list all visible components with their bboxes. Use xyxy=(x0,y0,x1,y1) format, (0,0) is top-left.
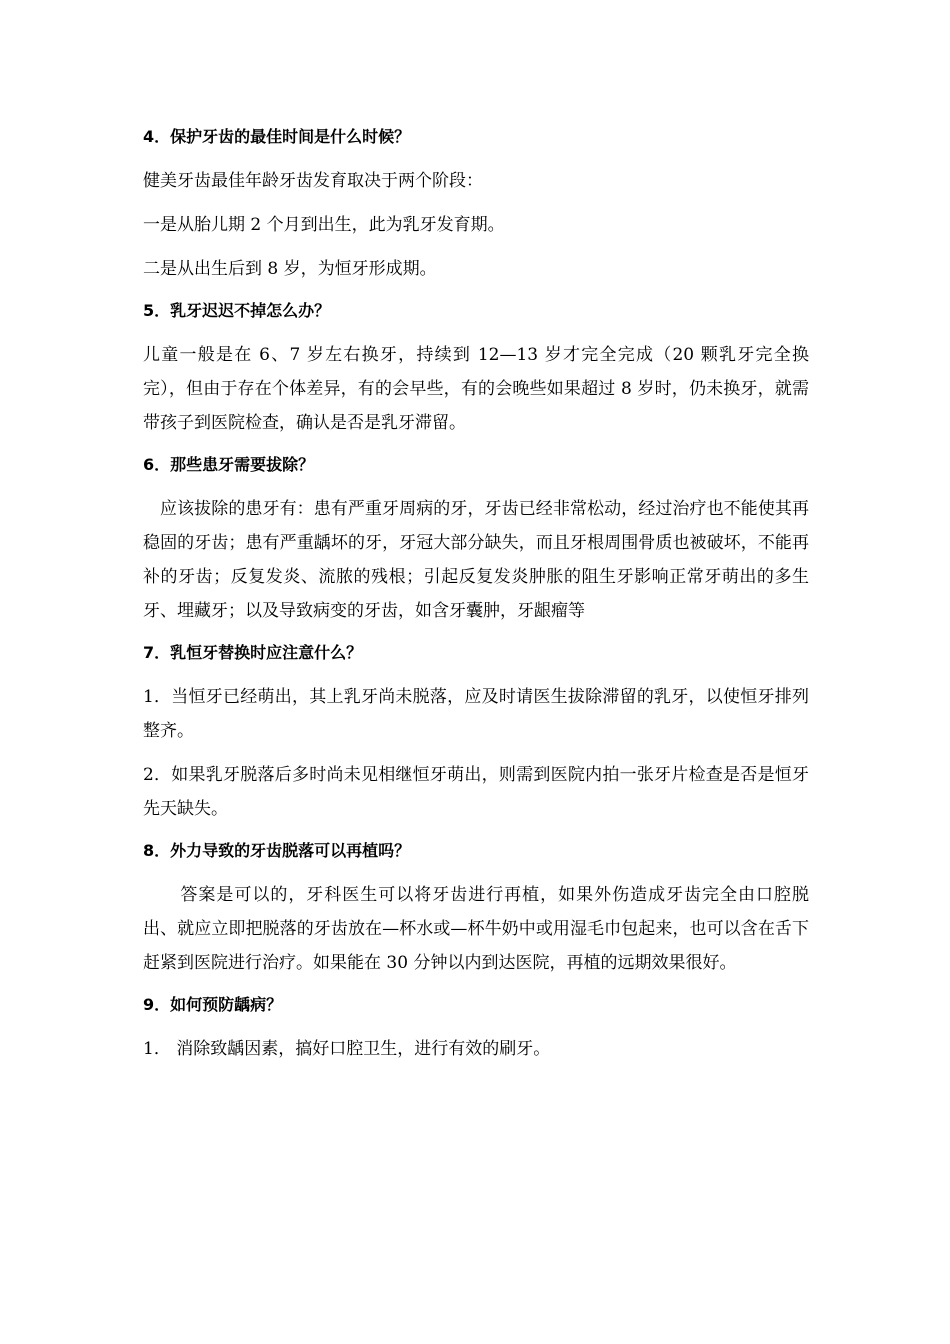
section-heading-4: 4．保护牙齿的最佳时间是什么时候？ xyxy=(143,127,411,146)
paragraph: 儿童一般是在 6、7 岁左右换牙，持续到 12—13 岁才完全完成（20 颗乳牙完全换完），但由于存在个体差异，有的会早些，有的会晚些如果超过 8 岁时，仍未换牙，就需带孩子到医院检查，确认是否是乳牙滞留。 xyxy=(143,345,809,433)
section-heading-6: 6．那些患牙需要拔除？ xyxy=(143,455,315,474)
section-heading-7: 7．乳恒牙替换时应注意什么？ xyxy=(143,643,363,662)
paragraph: 健美牙齿最佳年龄牙齿发育取决于两个阶段： xyxy=(143,171,483,191)
paragraph: 一是从胎儿期 2 个月到出生，此为乳牙发育期。 xyxy=(143,215,505,235)
numbered-paragraph: 1． 消除致龋因素，搞好口腔卫生，进行有效的刷牙。 xyxy=(143,1039,551,1059)
paragraph: 应该拔除的患牙有：患有严重牙周病的牙，牙齿已经非常松动，经过治疗也不能使其再稳固的牙齿；患有严重龋坏的牙，牙冠大部分缺失，而且牙根周围骨质也被破坏，不能再补的牙齿；反复发炎、流脓的残根；引起反复发炎肿胀的阻生牙影响正常牙萌出的多生牙、埋藏牙；以及导致病变的牙齿，如含牙囊肿，牙龈瘤等 xyxy=(143,499,809,621)
paragraph: 答案是可以的，牙科医生可以将牙齿进行再植，如果外伤造成牙齿完全由口腔脱出、就应立即把脱落的牙齿放在—杯水或—杯牛奶中或用湿毛巾包起来，也可以含在舌下赶紧到医院进行治疗。如果能在 30 分钟以内到达医院，再植的远期效果很好。 xyxy=(143,885,809,973)
numbered-paragraph: 1．当恒牙已经萌出，其上乳牙尚未脱落，应及时请医生拔除滞留的乳牙，以使恒牙排列整齐。 xyxy=(143,687,809,741)
numbered-paragraph: 2．如果乳牙脱落后多时尚未见相继恒牙萌出，则需到医院内拍一张牙片检查是否是恒牙先天缺失。 xyxy=(143,765,809,819)
document-body xyxy=(143,122,809,1076)
section-heading-5: 5．乳牙迟迟不掉怎么办？ xyxy=(143,301,331,320)
paragraph: 二是从出生后到 8 岁，为恒牙形成期。 xyxy=(143,259,437,279)
section-heading-8: 8．外力导致的牙齿脱落可以再植吗？ xyxy=(143,841,411,860)
section-heading-9: 9．如何预防龋病？ xyxy=(143,995,283,1014)
